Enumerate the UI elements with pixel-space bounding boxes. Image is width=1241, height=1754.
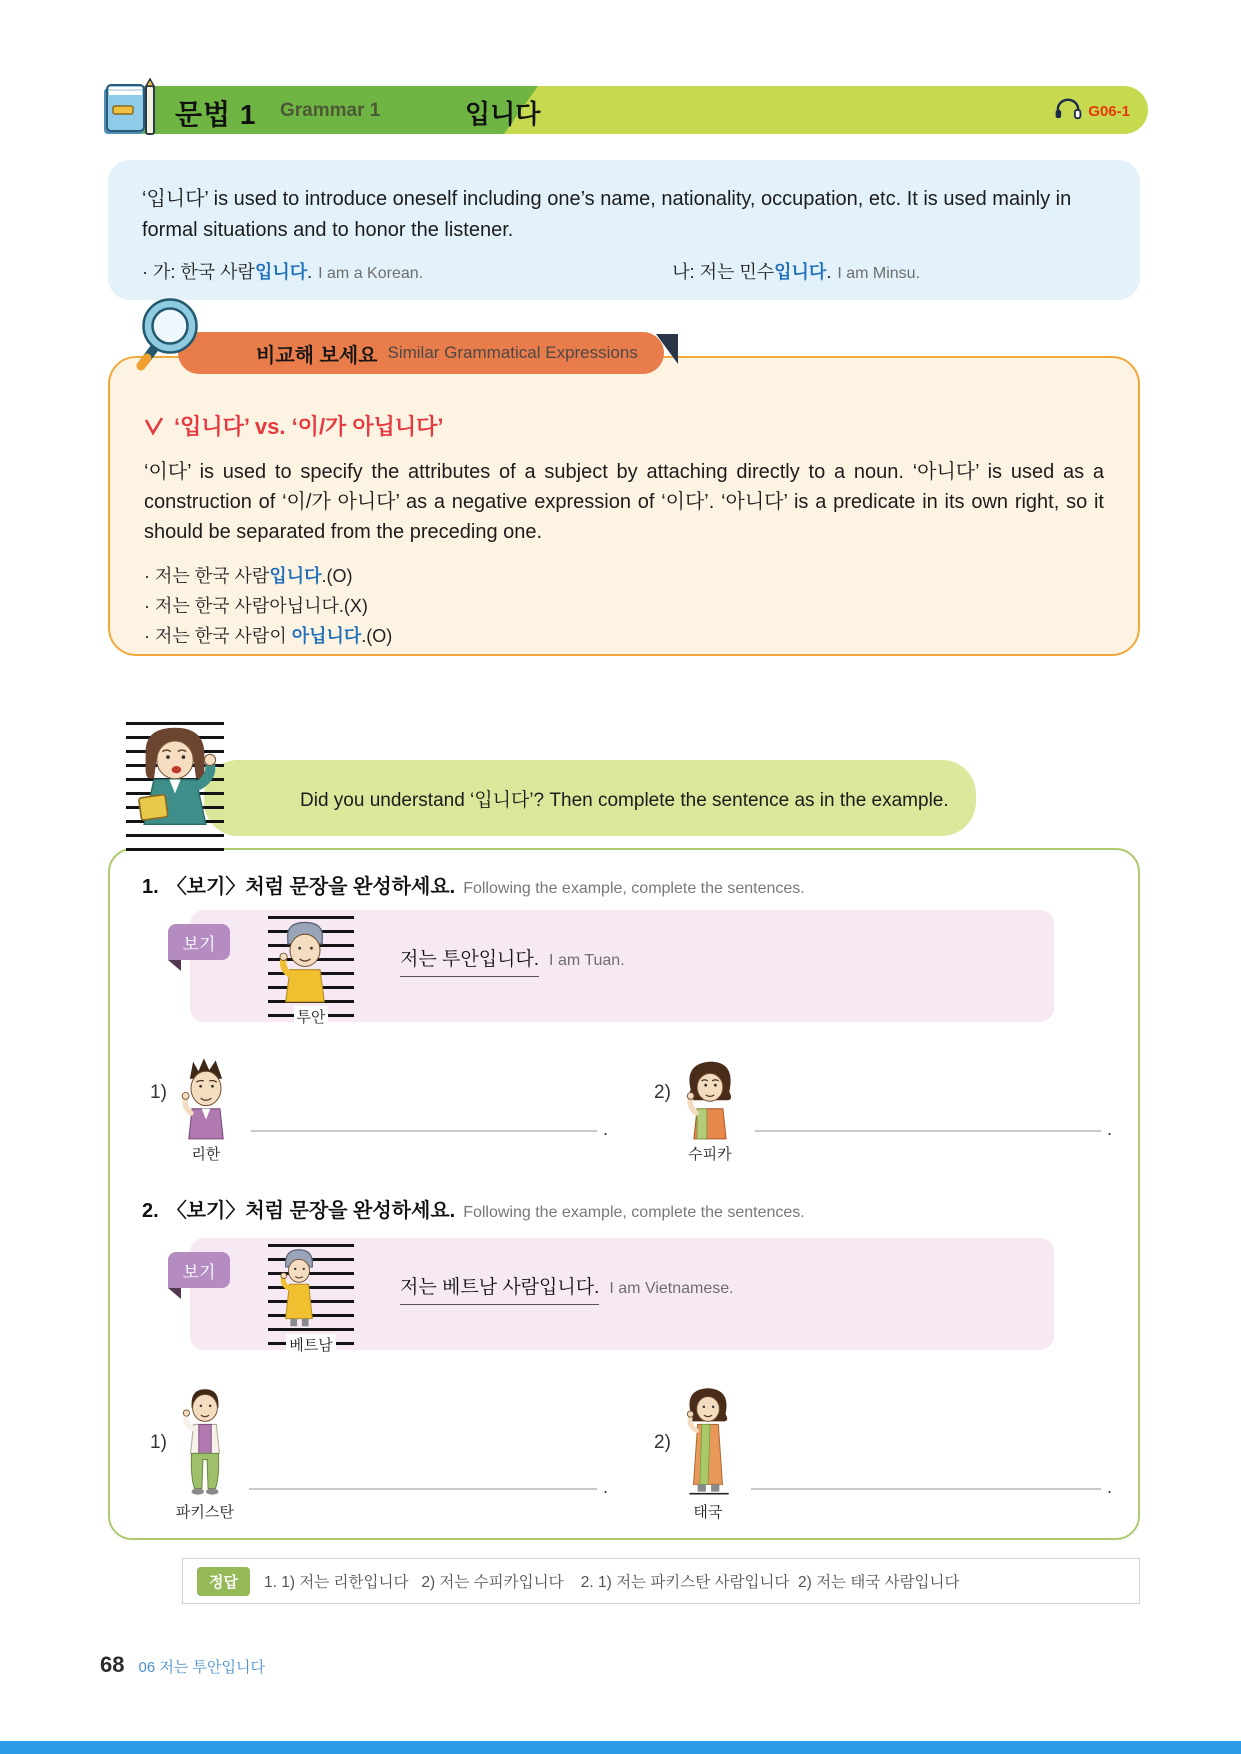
grammar-explanation-text: ‘입니다’ is used to introduce oneself including one’s name, nationality, occupation, etc. It is used mainly in formal situations and to honor the listener. [142, 188, 1072, 241]
section-kicker-kr: 문법 1 [175, 99, 257, 130]
q2-example-figure-label: 베트남 [286, 1334, 335, 1355]
page-number: 68 [100, 1652, 125, 1677]
q1-item2-answer-blank [755, 1130, 1101, 1132]
q2-example-sentence [400, 1272, 734, 1305]
audio-code: G06-1 [1088, 103, 1130, 120]
example-sentence-b [672, 258, 920, 284]
book-pencil-icon [100, 78, 162, 140]
example-a-kr-highlight: 입니다 [254, 262, 308, 282]
q1-instruction-en: Following the example, complete the sentences. [463, 880, 805, 897]
q2-item1-answer-blank [249, 1488, 597, 1490]
q2-items-row [150, 1364, 1112, 1522]
q1-item1-number: 1) [150, 1082, 167, 1103]
grammar-explanation-box [108, 160, 1140, 300]
bullet1-kr: · 저는 한국 사람 [144, 566, 270, 586]
q2-instruction-en: Following the example, complete the sentences. [463, 1204, 805, 1221]
prompt-bubble [204, 760, 976, 836]
answer-strip [182, 1558, 1140, 1604]
bullet1-highlight: 입니다 [269, 566, 322, 586]
q2-example-box [182, 1238, 1054, 1354]
q2-item-1 [150, 1364, 608, 1522]
answer-badge: 정답 [197, 1567, 250, 1596]
q2-example-sentence-en: I am Vietnamese. [609, 1280, 734, 1297]
q2-item2-period: . [1106, 1477, 1112, 1497]
q2-item1-number: 1) [150, 1432, 167, 1453]
bullet3-mark: .(O) [361, 626, 393, 646]
q1-example-tab-fold [168, 960, 181, 971]
q2-item2-figure [677, 1385, 739, 1522]
exercise-box [108, 848, 1140, 1540]
q1-example-sentence [400, 944, 625, 977]
compare-bullet-list [144, 561, 1104, 651]
example-b-kr-highlight: 입니다 [774, 262, 827, 282]
compare-tab-en: Similar Grammatical Expressions [387, 343, 638, 362]
q2-item2-answer-blank [751, 1488, 1101, 1490]
q1-example-box [182, 910, 1054, 1026]
q2-item1-label: 파키스탄 [175, 1504, 234, 1521]
q1-item1-period: . [602, 1119, 608, 1139]
headphone-icon [1054, 98, 1082, 125]
q1-item-2 [654, 1022, 1112, 1164]
example-b-en: I am Minsu. [837, 265, 921, 282]
q2-instruction-kr: 〈보기〉처럼 문장을 완성하세요. [166, 1200, 456, 1222]
compare-body-text: ‘이다’ is used to specify the attributes of a subject by attaching directly to a noun. ‘아니다’ is used as a construction of ‘이/가 아니다’ as a negative expression of ‘이다’. ‘아니다’ is a predicate in its own right, so it should be separated from the preceding one. [144, 461, 1104, 543]
q1-item2-period: . [1106, 1119, 1112, 1139]
example-a-en: I am a Korean. [318, 265, 424, 282]
section-kicker-en: Grammar 1 [280, 100, 381, 121]
compare-tab [178, 332, 664, 374]
q1-items-row [150, 1022, 1112, 1164]
teacher-illustration [126, 722, 224, 858]
q2-item-2 [654, 1364, 1112, 1522]
q1-item1-answer-blank [251, 1130, 597, 1132]
tab-fold-decoration [656, 334, 678, 364]
compare-tab-kr: 비교해 보세요 [256, 344, 378, 367]
compare-box [108, 356, 1140, 656]
bullet1-mark: .(O) [321, 566, 353, 586]
chapter-title: 06 저는 투안입니다 [138, 1659, 265, 1676]
example-a-kr-period: . [307, 262, 313, 282]
answer-text: 1. 1) 저는 리한입니다 2) 저는 수피카입니다 2. 1) 저는 파키스탄 사람입니다 2) 저는 태국 사람입니다 [263, 1574, 960, 1591]
q2-example-figure [268, 1244, 354, 1355]
bottom-color-bar [0, 1741, 1241, 1754]
q2-number: 2. [142, 1200, 159, 1222]
q2-example-tab: 보기 [168, 1252, 230, 1288]
grammar-title: 입니다 [465, 99, 541, 129]
q1-item2-number: 2) [654, 1082, 671, 1103]
example-a-kr: · 가: 한국 사람 [142, 262, 255, 282]
audio-track [1054, 98, 1130, 125]
q2-item2-label: 태국 [693, 1504, 723, 1521]
bullet3-kr: · 저는 한국 사람이 [144, 626, 292, 646]
example-b-kr-period: . [826, 262, 832, 282]
q1-item1-label: 리한 [191, 1146, 221, 1163]
q1-example-figure-label: 투안 [294, 1006, 329, 1027]
q2-item2-number: 2) [654, 1432, 671, 1453]
question-1-instruction [142, 870, 805, 899]
prompt-text: Did you understand ‘입니다’? Then complete the sentence as in the example. [300, 789, 949, 811]
q2-example-tab-fold [168, 1288, 181, 1299]
q2-item1-figure [173, 1385, 237, 1522]
bullet3-highlight: 아닙니다 [291, 626, 362, 646]
q1-example-sentence-en: I am Tuan. [549, 952, 625, 969]
q2-example-sentence-kr: 저는 베트남 사람입니다. [400, 1272, 599, 1305]
example-b-kr: 나: 저는 민수 [672, 262, 775, 282]
magnifier-icon [134, 298, 206, 374]
bullet2-kr: · 저는 한국 사람아닙니다.(X) [144, 596, 368, 616]
q1-example-sentence-kr: 저는 투안입니다. [400, 944, 539, 977]
q1-number: 1. [142, 876, 159, 898]
compare-heading [144, 410, 1104, 441]
q2-item1-period: . [602, 1477, 608, 1497]
q1-item1-figure [173, 1053, 239, 1164]
compare-heading-text: ‘입니다’ vs. ‘이/가 아닙니다’ [174, 414, 444, 439]
q1-instruction-kr: 〈보기〉처럼 문장을 완성하세요. [166, 876, 456, 898]
q1-item2-figure [677, 1053, 743, 1164]
example-sentence-a [142, 258, 672, 284]
q1-example-figure [268, 916, 354, 1027]
compare-bullet-3 [144, 621, 1104, 651]
q1-example-tab: 보기 [168, 924, 230, 960]
check-icon [144, 416, 164, 436]
example-sentences-row [142, 258, 1106, 284]
grammar-header [100, 86, 1148, 134]
compare-bullet-1 [144, 561, 1104, 591]
q1-item2-label: 수피카 [688, 1146, 732, 1163]
compare-bullet-2 [144, 591, 1104, 621]
page-footer [100, 1652, 265, 1678]
question-2-instruction [142, 1194, 805, 1223]
q1-item-1 [150, 1022, 608, 1164]
